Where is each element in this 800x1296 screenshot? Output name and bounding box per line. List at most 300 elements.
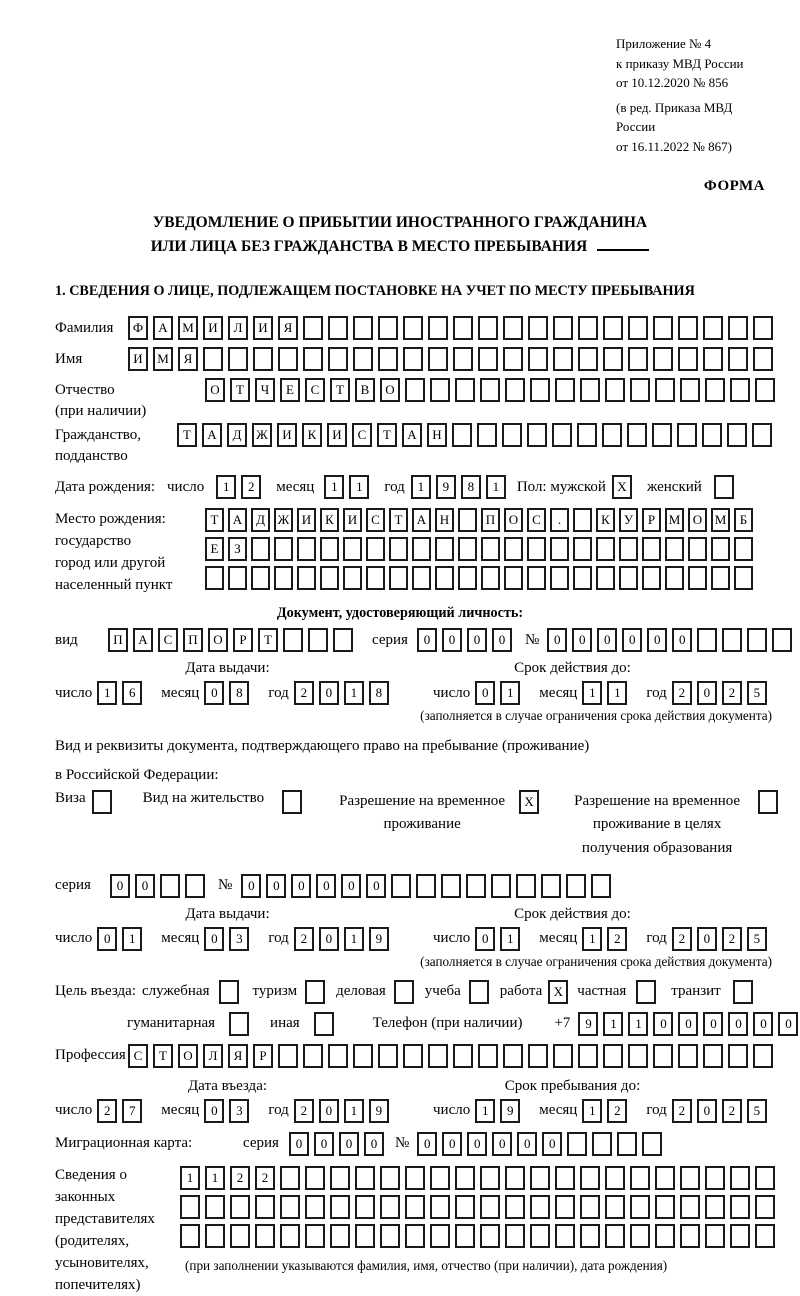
char-box[interactable]: Ж <box>252 423 272 447</box>
char-box[interactable] <box>605 1224 625 1248</box>
char-box[interactable]: Ж <box>274 508 293 532</box>
char-box[interactable]: А <box>153 316 173 340</box>
char-box[interactable] <box>697 628 717 652</box>
char-box[interactable] <box>727 423 747 447</box>
char-box[interactable]: Д <box>227 423 247 447</box>
char-box[interactable] <box>603 1044 623 1068</box>
char-box[interactable] <box>630 1224 650 1248</box>
char-box[interactable] <box>678 1044 698 1068</box>
char-box[interactable]: П <box>108 628 128 652</box>
char-box[interactable]: М <box>711 508 730 532</box>
char-box[interactable] <box>505 1224 525 1248</box>
char-box[interactable] <box>580 378 600 402</box>
char-box[interactable] <box>772 628 792 652</box>
char-box[interactable] <box>478 316 498 340</box>
char-box[interactable]: 2 <box>607 1099 627 1123</box>
char-box[interactable]: С <box>305 378 325 402</box>
char-box[interactable] <box>655 1224 675 1248</box>
char-box[interactable]: Е <box>205 537 224 561</box>
char-box[interactable] <box>578 347 598 371</box>
char-box[interactable]: И <box>253 316 273 340</box>
char-box[interactable]: 0 <box>417 1132 437 1156</box>
char-box[interactable] <box>305 1195 325 1219</box>
char-box[interactable] <box>619 566 638 590</box>
char-box[interactable] <box>278 1044 298 1068</box>
char-box[interactable]: 2 <box>241 475 261 499</box>
char-box[interactable]: 0 <box>289 1132 309 1156</box>
char-box[interactable] <box>430 1195 450 1219</box>
male-checkbox[interactable]: X <box>612 475 632 499</box>
char-box[interactable] <box>711 537 730 561</box>
char-box[interactable] <box>603 347 623 371</box>
char-box[interactable] <box>305 1166 325 1190</box>
char-box[interactable] <box>627 423 647 447</box>
char-box[interactable] <box>734 566 753 590</box>
char-box[interactable] <box>553 1044 573 1068</box>
char-box[interactable]: 1 <box>216 475 236 499</box>
char-box[interactable]: 3 <box>229 1099 249 1123</box>
char-box[interactable] <box>503 1044 523 1068</box>
char-box[interactable]: 0 <box>647 628 667 652</box>
char-box[interactable] <box>280 1224 300 1248</box>
char-box[interactable] <box>428 347 448 371</box>
rabota-checkbox[interactable]: X <box>548 980 568 1004</box>
char-box[interactable] <box>555 1195 575 1219</box>
char-box[interactable] <box>705 1166 725 1190</box>
char-box[interactable] <box>453 347 473 371</box>
char-box[interactable] <box>380 1166 400 1190</box>
char-box[interactable] <box>678 316 698 340</box>
char-box[interactable]: 2 <box>672 1099 692 1123</box>
char-box[interactable] <box>505 1166 525 1190</box>
char-box[interactable]: 1 <box>122 927 142 951</box>
char-box[interactable] <box>541 874 561 898</box>
char-box[interactable]: 0 <box>467 628 487 652</box>
char-box[interactable]: С <box>352 423 372 447</box>
char-box[interactable] <box>355 1166 375 1190</box>
char-box[interactable]: 1 <box>500 927 520 951</box>
char-box[interactable] <box>466 874 486 898</box>
char-box[interactable]: 0 <box>241 874 261 898</box>
char-box[interactable] <box>458 537 477 561</box>
char-box[interactable]: 7 <box>122 1099 142 1123</box>
char-box[interactable] <box>680 1195 700 1219</box>
char-box[interactable] <box>455 1195 475 1219</box>
char-box[interactable] <box>505 378 525 402</box>
char-box[interactable]: 9 <box>436 475 456 499</box>
char-box[interactable] <box>228 347 248 371</box>
char-box[interactable] <box>502 423 522 447</box>
char-box[interactable]: И <box>327 423 347 447</box>
char-box[interactable] <box>711 566 730 590</box>
char-box[interactable]: 1 <box>628 1012 648 1036</box>
char-box[interactable] <box>480 1166 500 1190</box>
char-box[interactable] <box>416 874 436 898</box>
char-box[interactable]: П <box>183 628 203 652</box>
char-box[interactable]: 0 <box>572 628 592 652</box>
char-box[interactable]: Л <box>228 316 248 340</box>
char-box[interactable]: А <box>412 508 431 532</box>
char-box[interactable]: 5 <box>747 681 767 705</box>
char-box[interactable] <box>251 537 270 561</box>
char-box[interactable] <box>592 1132 612 1156</box>
char-box[interactable] <box>403 347 423 371</box>
char-box[interactable] <box>478 347 498 371</box>
char-box[interactable] <box>441 874 461 898</box>
char-box[interactable] <box>705 378 725 402</box>
char-box[interactable] <box>617 1132 637 1156</box>
char-box[interactable]: О <box>504 508 523 532</box>
char-box[interactable]: А <box>402 423 422 447</box>
char-box[interactable] <box>228 566 247 590</box>
char-box[interactable] <box>578 316 598 340</box>
char-box[interactable]: Т <box>330 378 350 402</box>
char-box[interactable] <box>453 316 473 340</box>
char-box[interactable] <box>412 537 431 561</box>
char-box[interactable] <box>580 1195 600 1219</box>
char-box[interactable] <box>458 566 477 590</box>
char-box[interactable] <box>728 316 748 340</box>
char-box[interactable] <box>655 378 675 402</box>
char-box[interactable]: И <box>343 508 362 532</box>
char-box[interactable]: М <box>178 316 198 340</box>
char-box[interactable] <box>605 378 625 402</box>
char-box[interactable]: 0 <box>672 628 692 652</box>
char-box[interactable]: Т <box>230 378 250 402</box>
char-box[interactable] <box>180 1195 200 1219</box>
char-box[interactable] <box>753 1044 773 1068</box>
char-box[interactable] <box>567 1132 587 1156</box>
char-box[interactable]: 2 <box>607 927 627 951</box>
char-box[interactable]: Б <box>734 508 753 532</box>
char-box[interactable] <box>553 316 573 340</box>
char-box[interactable] <box>366 566 385 590</box>
char-box[interactable]: 2 <box>97 1099 117 1123</box>
char-box[interactable] <box>630 1166 650 1190</box>
char-box[interactable]: С <box>366 508 385 532</box>
char-box[interactable]: Р <box>233 628 253 652</box>
char-box[interactable] <box>405 378 425 402</box>
char-box[interactable] <box>378 347 398 371</box>
char-box[interactable] <box>755 1195 775 1219</box>
char-box[interactable] <box>205 566 224 590</box>
char-box[interactable] <box>528 347 548 371</box>
char-box[interactable]: 8 <box>461 475 481 499</box>
chastnaya-checkbox[interactable] <box>636 980 656 1004</box>
char-box[interactable] <box>753 316 773 340</box>
char-box[interactable]: 0 <box>339 1132 359 1156</box>
char-box[interactable]: 6 <box>122 681 142 705</box>
char-box[interactable] <box>573 566 592 590</box>
char-box[interactable] <box>596 537 615 561</box>
char-box[interactable]: 0 <box>753 1012 773 1036</box>
char-box[interactable]: 0 <box>135 874 155 898</box>
char-box[interactable]: 0 <box>364 1132 384 1156</box>
char-box[interactable]: К <box>302 423 322 447</box>
char-box[interactable] <box>555 1166 575 1190</box>
char-box[interactable] <box>180 1224 200 1248</box>
char-box[interactable]: 1 <box>349 475 369 499</box>
char-box[interactable]: И <box>128 347 148 371</box>
char-box[interactable] <box>703 1044 723 1068</box>
char-box[interactable]: П <box>481 508 500 532</box>
char-box[interactable] <box>255 1195 275 1219</box>
char-box[interactable] <box>605 1166 625 1190</box>
char-box[interactable] <box>755 378 775 402</box>
char-box[interactable]: О <box>208 628 228 652</box>
char-box[interactable]: 0 <box>316 874 336 898</box>
char-box[interactable] <box>205 1195 225 1219</box>
char-box[interactable] <box>230 1224 250 1248</box>
char-box[interactable] <box>283 628 303 652</box>
char-box[interactable] <box>677 423 697 447</box>
char-box[interactable] <box>619 537 638 561</box>
char-box[interactable] <box>458 508 477 532</box>
char-box[interactable]: 0 <box>678 1012 698 1036</box>
char-box[interactable]: К <box>320 508 339 532</box>
char-box[interactable] <box>573 508 592 532</box>
char-box[interactable] <box>665 566 684 590</box>
char-box[interactable] <box>755 1224 775 1248</box>
char-box[interactable] <box>380 1224 400 1248</box>
char-box[interactable] <box>503 347 523 371</box>
char-box[interactable] <box>752 423 772 447</box>
char-box[interactable]: 0 <box>97 927 117 951</box>
char-box[interactable] <box>405 1224 425 1248</box>
inaya-checkbox[interactable] <box>314 1012 334 1036</box>
char-box[interactable]: 2 <box>722 1099 742 1123</box>
char-box[interactable] <box>430 378 450 402</box>
char-box[interactable]: 9 <box>369 927 389 951</box>
char-box[interactable]: 0 <box>110 874 130 898</box>
char-box[interactable] <box>665 537 684 561</box>
char-box[interactable]: 2 <box>294 1099 314 1123</box>
char-box[interactable]: 8 <box>369 681 389 705</box>
char-box[interactable] <box>555 378 575 402</box>
char-box[interactable]: 1 <box>205 1166 225 1190</box>
char-box[interactable]: Л <box>203 1044 223 1068</box>
char-box[interactable] <box>730 378 750 402</box>
char-box[interactable]: 0 <box>778 1012 798 1036</box>
edu-permit-checkbox[interactable] <box>758 790 778 814</box>
char-box[interactable] <box>580 1224 600 1248</box>
char-box[interactable]: С <box>527 508 546 532</box>
char-box[interactable] <box>205 1224 225 1248</box>
char-box[interactable]: О <box>688 508 707 532</box>
char-box[interactable] <box>303 316 323 340</box>
char-box[interactable] <box>353 347 373 371</box>
char-box[interactable] <box>528 1044 548 1068</box>
char-box[interactable]: 1 <box>582 681 602 705</box>
char-box[interactable] <box>305 1224 325 1248</box>
char-box[interactable] <box>343 566 362 590</box>
char-box[interactable]: 0 <box>697 1099 717 1123</box>
residence-permit-checkbox[interactable] <box>282 790 302 814</box>
char-box[interactable] <box>405 1195 425 1219</box>
char-box[interactable] <box>550 537 569 561</box>
char-box[interactable] <box>353 316 373 340</box>
char-box[interactable]: Т <box>258 628 278 652</box>
char-box[interactable] <box>230 1195 250 1219</box>
char-box[interactable]: З <box>228 537 247 561</box>
char-box[interactable] <box>366 537 385 561</box>
char-box[interactable] <box>453 1044 473 1068</box>
char-box[interactable]: Н <box>435 508 454 532</box>
char-box[interactable]: 1 <box>500 681 520 705</box>
char-box[interactable] <box>503 316 523 340</box>
char-box[interactable]: 1 <box>486 475 506 499</box>
char-box[interactable]: 2 <box>255 1166 275 1190</box>
char-box[interactable] <box>730 1224 750 1248</box>
char-box[interactable] <box>630 378 650 402</box>
char-box[interactable]: Р <box>253 1044 273 1068</box>
char-box[interactable]: 2 <box>230 1166 250 1190</box>
char-box[interactable]: И <box>297 508 316 532</box>
char-box[interactable] <box>605 1195 625 1219</box>
char-box[interactable] <box>527 566 546 590</box>
char-box[interactable] <box>530 1166 550 1190</box>
char-box[interactable]: 0 <box>204 927 224 951</box>
char-box[interactable]: 0 <box>204 681 224 705</box>
turizm-checkbox[interactable] <box>305 980 325 1004</box>
char-box[interactable] <box>308 628 328 652</box>
char-box[interactable] <box>455 1224 475 1248</box>
char-box[interactable]: 0 <box>703 1012 723 1036</box>
char-box[interactable]: 9 <box>500 1099 520 1123</box>
char-box[interactable]: О <box>380 378 400 402</box>
char-box[interactable] <box>730 1166 750 1190</box>
char-box[interactable] <box>530 378 550 402</box>
char-box[interactable] <box>642 1132 662 1156</box>
char-box[interactable]: 9 <box>369 1099 389 1123</box>
char-box[interactable] <box>504 566 523 590</box>
char-box[interactable]: Д <box>251 508 270 532</box>
char-box[interactable]: 0 <box>517 1132 537 1156</box>
char-box[interactable]: 0 <box>728 1012 748 1036</box>
char-box[interactable] <box>703 316 723 340</box>
char-box[interactable]: О <box>205 378 225 402</box>
char-box[interactable] <box>481 566 500 590</box>
char-box[interactable]: 1 <box>324 475 344 499</box>
char-box[interactable]: 1 <box>607 681 627 705</box>
char-box[interactable] <box>642 537 661 561</box>
char-box[interactable] <box>655 1166 675 1190</box>
char-box[interactable] <box>255 1224 275 1248</box>
char-box[interactable]: 0 <box>266 874 286 898</box>
char-box[interactable] <box>297 537 316 561</box>
char-box[interactable]: 0 <box>442 1132 462 1156</box>
char-box[interactable] <box>278 347 298 371</box>
char-box[interactable] <box>527 423 547 447</box>
char-box[interactable]: 0 <box>697 681 717 705</box>
char-box[interactable]: 0 <box>475 681 495 705</box>
char-box[interactable]: М <box>665 508 684 532</box>
char-box[interactable] <box>652 423 672 447</box>
female-checkbox[interactable] <box>714 475 734 499</box>
char-box[interactable] <box>747 628 767 652</box>
char-box[interactable]: Я <box>178 347 198 371</box>
char-box[interactable]: Т <box>389 508 408 532</box>
char-box[interactable] <box>435 537 454 561</box>
char-box[interactable]: 0 <box>467 1132 487 1156</box>
char-box[interactable]: Н <box>427 423 447 447</box>
char-box[interactable]: Я <box>278 316 298 340</box>
char-box[interactable] <box>596 566 615 590</box>
char-box[interactable] <box>274 537 293 561</box>
char-box[interactable] <box>630 1195 650 1219</box>
char-box[interactable]: 0 <box>542 1132 562 1156</box>
char-box[interactable] <box>455 378 475 402</box>
char-box[interactable] <box>504 537 523 561</box>
char-box[interactable] <box>755 1166 775 1190</box>
char-box[interactable] <box>655 1195 675 1219</box>
char-box[interactable]: 2 <box>294 927 314 951</box>
char-box[interactable]: 0 <box>204 1099 224 1123</box>
char-box[interactable] <box>274 566 293 590</box>
char-box[interactable] <box>478 1044 498 1068</box>
char-box[interactable] <box>688 566 707 590</box>
char-box[interactable]: 0 <box>622 628 642 652</box>
delovaya-checkbox[interactable] <box>394 980 414 1004</box>
char-box[interactable] <box>705 1224 725 1248</box>
char-box[interactable] <box>680 1224 700 1248</box>
char-box[interactable] <box>678 347 698 371</box>
char-box[interactable] <box>481 537 500 561</box>
char-box[interactable] <box>378 1044 398 1068</box>
char-box[interactable]: Я <box>228 1044 248 1068</box>
char-box[interactable] <box>389 537 408 561</box>
char-box[interactable]: К <box>596 508 615 532</box>
char-box[interactable]: 0 <box>653 1012 673 1036</box>
char-box[interactable] <box>297 566 316 590</box>
tranzit-checkbox[interactable] <box>733 980 753 1004</box>
visa-checkbox[interactable] <box>92 790 112 814</box>
char-box[interactable] <box>160 874 180 898</box>
char-box[interactable] <box>480 378 500 402</box>
char-box[interactable] <box>555 1224 575 1248</box>
char-box[interactable]: М <box>153 347 173 371</box>
char-box[interactable] <box>728 1044 748 1068</box>
char-box[interactable] <box>328 1044 348 1068</box>
char-box[interactable]: 2 <box>672 681 692 705</box>
char-box[interactable] <box>753 347 773 371</box>
char-box[interactable] <box>251 566 270 590</box>
gumanitarnaya-checkbox[interactable] <box>229 1012 249 1036</box>
char-box[interactable]: Ф <box>128 316 148 340</box>
char-box[interactable]: 0 <box>319 1099 339 1123</box>
char-box[interactable]: 1 <box>180 1166 200 1190</box>
char-box[interactable] <box>703 347 723 371</box>
char-box[interactable] <box>573 537 592 561</box>
char-box[interactable]: 2 <box>722 681 742 705</box>
char-box[interactable] <box>566 874 586 898</box>
char-box[interactable]: 0 <box>417 628 437 652</box>
char-box[interactable] <box>680 1166 700 1190</box>
char-box[interactable] <box>577 423 597 447</box>
char-box[interactable]: С <box>128 1044 148 1068</box>
char-box[interactable] <box>430 1166 450 1190</box>
char-box[interactable]: 1 <box>344 1099 364 1123</box>
char-box[interactable]: Р <box>642 508 661 532</box>
char-box[interactable] <box>405 1166 425 1190</box>
char-box[interactable] <box>628 347 648 371</box>
char-box[interactable] <box>728 347 748 371</box>
char-box[interactable] <box>527 537 546 561</box>
char-box[interactable]: 1 <box>97 681 117 705</box>
char-box[interactable]: А <box>133 628 153 652</box>
char-box[interactable] <box>320 537 339 561</box>
char-box[interactable] <box>435 566 454 590</box>
